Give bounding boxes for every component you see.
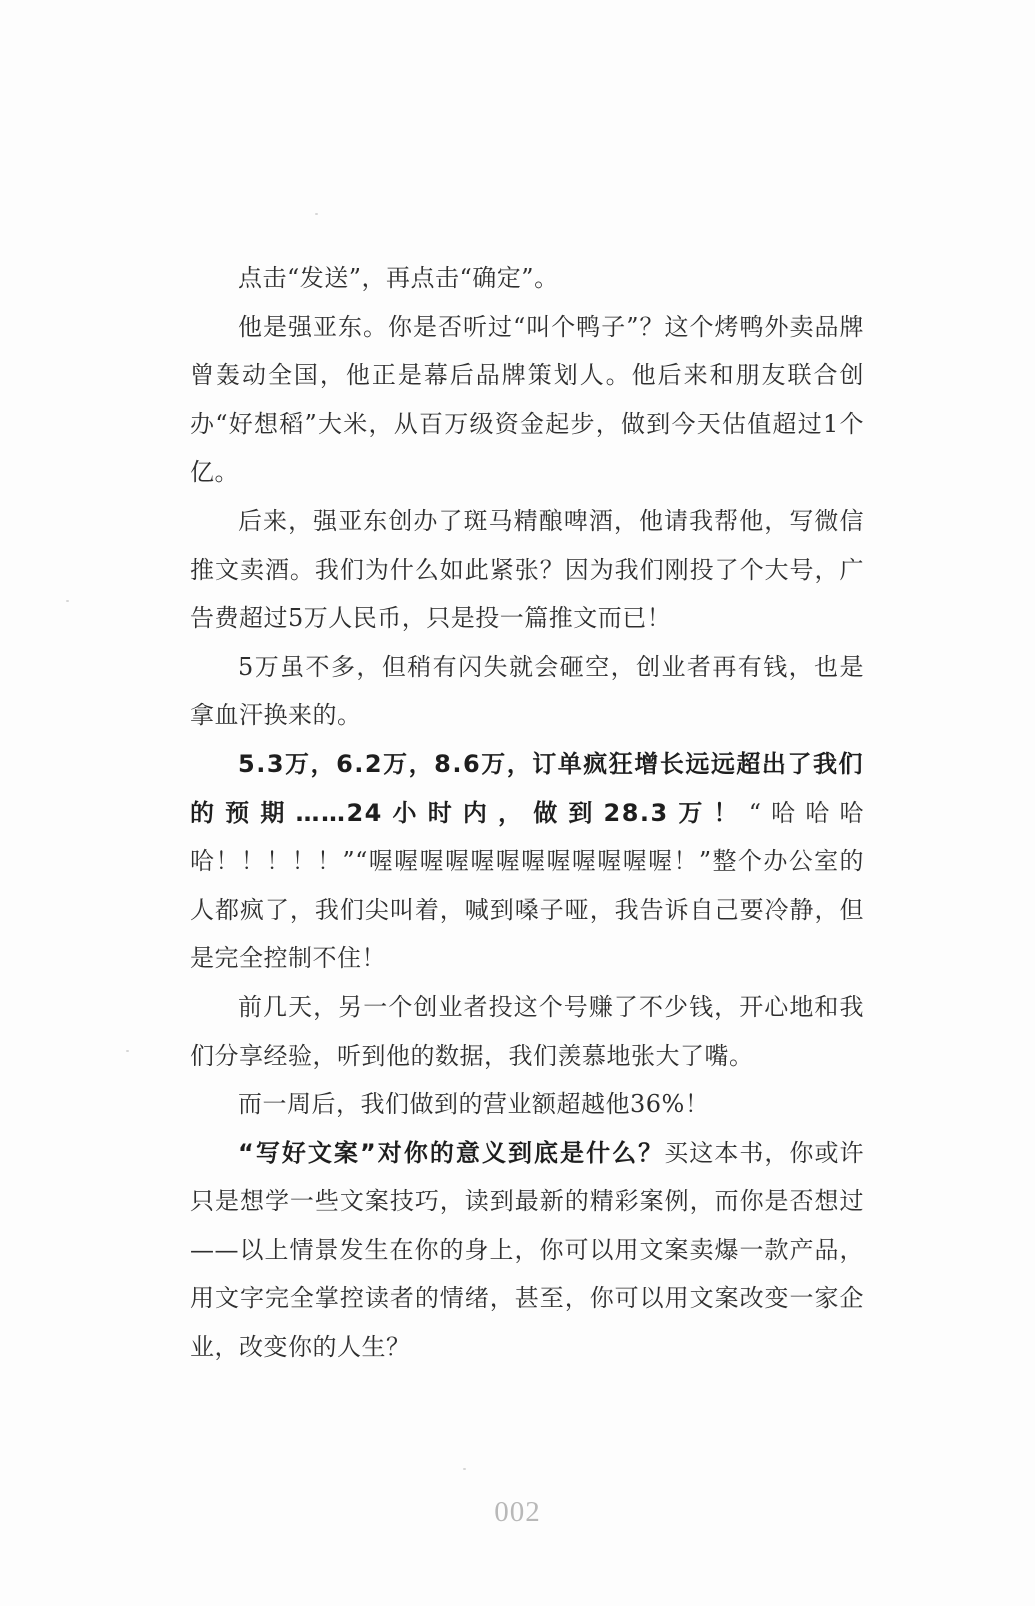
paragraph-text: 后来，强亚东创办了斑马精酿啤酒，他请我帮他，写微信推文卖酒。我们为什么如此紧张？因为我们刚投了个大号，广告费超过5万人民币，只是投一篇推文而已！ xyxy=(190,506,864,633)
body-text xyxy=(190,254,864,1372)
paragraph-4 xyxy=(190,643,864,740)
paper-speck xyxy=(66,600,69,602)
paper-speck xyxy=(463,1468,466,1470)
paragraph-text: 买这本书，你或许只是想学一些文案技巧，读到最新的精彩案例，而你是否想过——以上情景发生在你的身上，你可以用文案卖爆一款产品，用文字完全掌控读者的情绪，甚至，你可以用文案改变一家企业，改变你的人生？ xyxy=(190,1138,865,1362)
paragraph-1 xyxy=(190,254,864,303)
paragraph-3 xyxy=(190,497,864,643)
paragraph-text: 他是强亚东。你是否听过“叫个鸭子”？这个烤鸭外卖品牌曾轰动全国，他正是幕后品牌策划人。他后来和朋友联合创办“好想稻”大米，从百万级资金起步，做到今天估值超过1个亿。 xyxy=(190,312,864,487)
paragraph-7 xyxy=(190,1080,864,1129)
paragraph-2 xyxy=(190,303,864,497)
paper-speck xyxy=(126,1050,129,1052)
paragraph-8 xyxy=(190,1129,864,1372)
paragraph-5 xyxy=(190,740,864,983)
paragraph-text: 点击“发送”，再点击“确定”。 xyxy=(238,264,559,292)
paragraph-text: 而一周后，我们做到的营业额超越他36%！ xyxy=(238,1090,710,1119)
paragraph-bold-text: 5.3万，6.2万，8.6万，订单疯狂增长远远超出了我们的预期……24小时内，做到28.3万！ xyxy=(190,749,864,827)
paragraph-text: 5万虽不多，但稍有闪失就会砸空，创业者再有钱，也是拿血汗换来的。 xyxy=(190,652,864,730)
paragraph-bold-text: “写好文案”对你的意义到底是什么？ xyxy=(238,1138,665,1167)
paragraph-text: “哈哈哈哈！！！！！”“喔喔喔喔喔喔喔喔喔喔喔喔！”整个办公室的人都疯了，我们尖叫着，喊到嗓子哑，我告诉自己要冷静，但是完全控制不住！ xyxy=(190,798,864,973)
page-number: 002 xyxy=(494,1496,541,1528)
paragraph-text: 前几天，另一个创业者投这个号赚了不少钱，开心地和我们分享经验，听到他的数据，我们羡慕地张大了嘴。 xyxy=(190,992,864,1070)
paragraph-6 xyxy=(190,983,864,1080)
paper-speck xyxy=(315,213,318,215)
